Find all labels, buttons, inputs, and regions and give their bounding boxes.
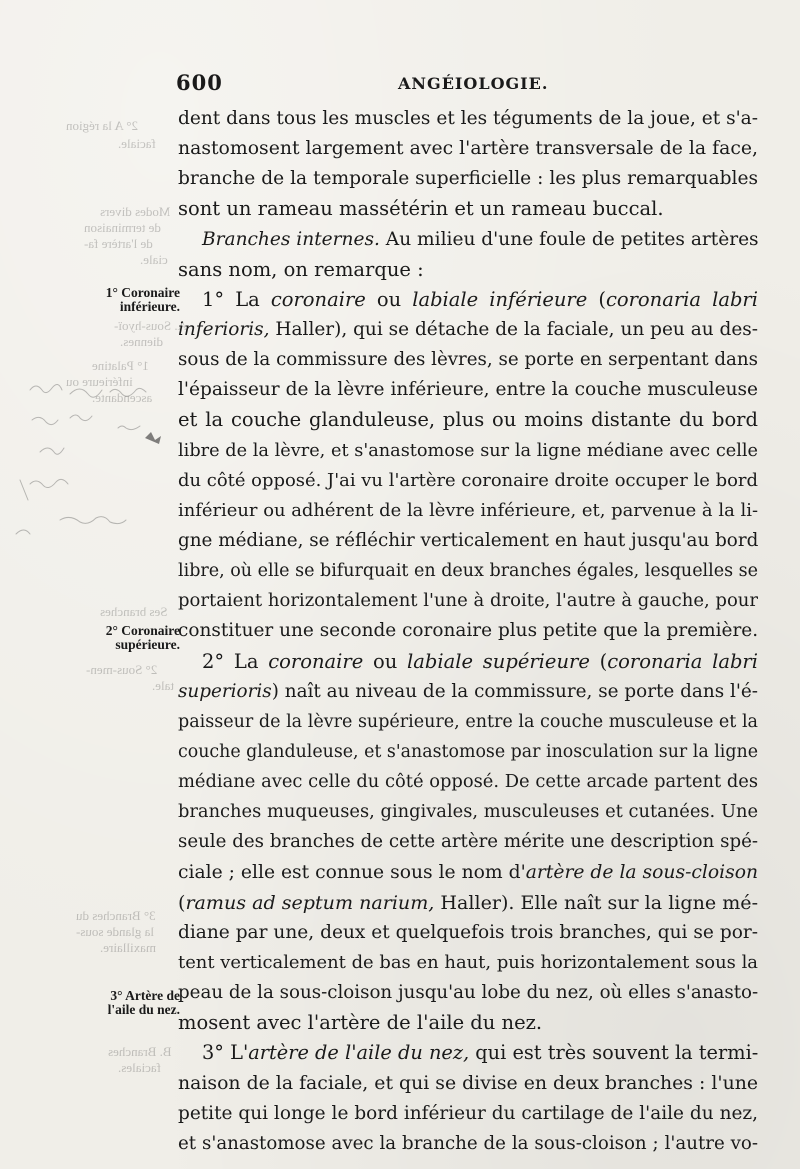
body-text [178, 104, 758, 1159]
margin-note-coronaire-inferieure [72, 286, 180, 314]
text-line: mosent avec l'artère de l'aile du nez. [178, 1011, 543, 1035]
term: artère de la sous-cloison [525, 861, 759, 883]
margin-note-line: l'aile du nez. [107, 1002, 180, 1017]
section-heading: Branches internes. [202, 228, 380, 250]
bleed-through-text: 1° Palatine [92, 358, 149, 373]
term: coronaire [268, 649, 364, 673]
text-line: tent verticalement de bas en haut, puis horizontalement sous la [178, 951, 758, 973]
text-line: portaient horizontalement l'une à droite, l'autre à gauche, pour [178, 590, 758, 612]
text-line: sans nom, on remarque : [178, 257, 424, 281]
bleed-through-text: 2° Sous-men- [86, 662, 158, 677]
margin-note-artere-aile-nez [72, 989, 180, 1017]
page-number: 600 [176, 70, 223, 95]
text-run: Au milieu d'une foule de petites artères [379, 228, 759, 250]
text-line: dent dans tous les muscles et les téguments de la joue, et s'a- [178, 108, 758, 129]
text-line: diane par une, deux et quelquefois trois branches, qui se por- [178, 921, 758, 943]
running-head [176, 70, 756, 100]
latin-term: coronaria labri [607, 649, 758, 673]
text-line [178, 888, 758, 918]
margin-note-line: inférieure. [119, 299, 180, 314]
text-line: couche glanduleuse, et s'anastomose par inosculation sur la ligne [178, 741, 758, 762]
term: artère de l'aile du nez, [248, 1041, 470, 1065]
pencil-annotation-marks [10, 380, 180, 580]
text-line: et la couche glanduleuse, plus ou moins distante du bord [178, 408, 758, 432]
text-line: nastomosent largement avec l'artère transversale de la face, [178, 138, 758, 160]
text-line: du côté opposé. J'ai vu l'artère coronaire droite occuper le bord [178, 469, 758, 491]
bleed-through-text: de terminaison [84, 220, 161, 235]
term: labiale supérieure [407, 649, 590, 673]
margin-note-line: 3° Artère de [110, 988, 180, 1003]
text-line: paisseur de la lèvre supérieure, entre la couche musculeuse et la [178, 711, 758, 732]
text-line: libre de la lèvre, et s'anastomose sur la ligne médiane avec celle [178, 440, 758, 461]
text-line [178, 285, 758, 315]
running-title: ANGÉIOLOGIE. [398, 74, 549, 93]
text-line: inférieur ou adhérent de la lèvre inférieure, et, parvenue à la li- [178, 499, 758, 521]
bleed-through-text: diennes. [120, 334, 163, 349]
bleed-through-text: ascendante. [92, 390, 153, 405]
bleed-through-text: ciale. [140, 252, 168, 267]
bleed-through-text: B. Branches [108, 1044, 172, 1059]
text-line: et s'anastomose avec la branche de la sous-cloison ; l'autre vo- [178, 1132, 758, 1154]
bleed-through-text: faciales. [118, 1060, 161, 1075]
text-run: ( [178, 891, 186, 914]
bleed-through-text: inférieure ou [66, 374, 133, 389]
latin-term: superioris [178, 680, 272, 702]
bleed-through-text: tale. [152, 678, 175, 693]
margin-note-line: supérieure. [115, 637, 180, 652]
text-run: ou [365, 287, 413, 311]
text-line: l'épaisseur de la lèvre inférieure, entre la couche musculeuse [178, 379, 758, 401]
latin-term: coronaria labri [605, 287, 758, 311]
text-run: ou [363, 649, 408, 673]
text-run: Haller), qui se détache de la faciale, un peu au des- [269, 318, 758, 340]
text-line [178, 1038, 758, 1068]
bleed-through-text: 3° Branches du [76, 908, 156, 923]
bleed-through-text: maxillaire. [100, 940, 156, 955]
text-line: seule des branches de cette artère mérite une description spé- [178, 831, 758, 853]
text-run: qui est très souvent la termi- [469, 1041, 759, 1065]
term: coronaire [270, 287, 366, 311]
text-run: ( [587, 287, 606, 311]
text-line [178, 315, 758, 345]
latin-term: inferioris, [178, 318, 270, 340]
text-line: gne médiane, se réfléchir verticalement en haut jusqu'au bord [178, 529, 759, 551]
margin-note-line: 1° Coronaire [105, 285, 180, 300]
text-run: Haller). Elle naît sur la ligne mé- [434, 891, 759, 914]
text-line [178, 858, 758, 888]
text-run: 3° L' [202, 1041, 249, 1065]
text-line: branches muqueuses, gingivales, musculeuses et cutanées. Une [178, 801, 758, 823]
text-line: constituer une seconde coronaire plus petite que la première. [178, 620, 759, 642]
bleed-through-text: Modes divers [100, 204, 171, 219]
text-run: ciale ; elle est connue sous le nom d' [178, 861, 526, 883]
latin-term: ramus ad septum narium, [185, 891, 435, 914]
text-line: sous de la commissure des lèvres, se porte en serpentant dans [178, 349, 758, 371]
text-line: petite qui longe le bord inférieur du cartilage de l'aile du nez, [178, 1102, 758, 1124]
margin-note-coronaire-superieure [72, 624, 180, 652]
bleed-through-text: Ses branches [100, 604, 168, 619]
bleed-through-text: de l'artère fa- [84, 236, 153, 251]
text-run: ) naît au niveau de la commissure, se porte dans l'é- [271, 680, 758, 702]
bleed-through-text: A. Sous-hyoï- [114, 318, 187, 333]
text-run: ( [589, 649, 608, 673]
bleed-through-text: 2° A la région [66, 118, 138, 133]
text-line: branche de la temporale superficielle : les plus remarquables [178, 168, 758, 190]
margin-note-line: 2° Coronaire [105, 623, 180, 638]
text-line: naison de la faciale, et qui se divise en deux branches : l'une [178, 1072, 758, 1094]
term: labiale inférieure [412, 287, 588, 311]
text-run: 1° La [202, 287, 271, 311]
text-run: 2° La [202, 649, 269, 673]
text-line: sont un rameau massétérin et un rameau buccal. [178, 197, 664, 221]
text-line [178, 225, 758, 255]
text-line: médiane avec celle du côté opposé. De cette arcade partent des [178, 771, 758, 793]
text-line [178, 677, 758, 707]
text-line: libre, où elle se bifurquait en deux branches égales, lesquelles se [178, 561, 758, 582]
text-line [178, 647, 758, 677]
text-line: peau de la sous-cloison jusqu'au lobe du nez, où elles s'anasto- [178, 982, 759, 1004]
bleed-through-text: faciale. [118, 136, 156, 151]
bleed-through-text: la glande sous- [76, 924, 154, 939]
